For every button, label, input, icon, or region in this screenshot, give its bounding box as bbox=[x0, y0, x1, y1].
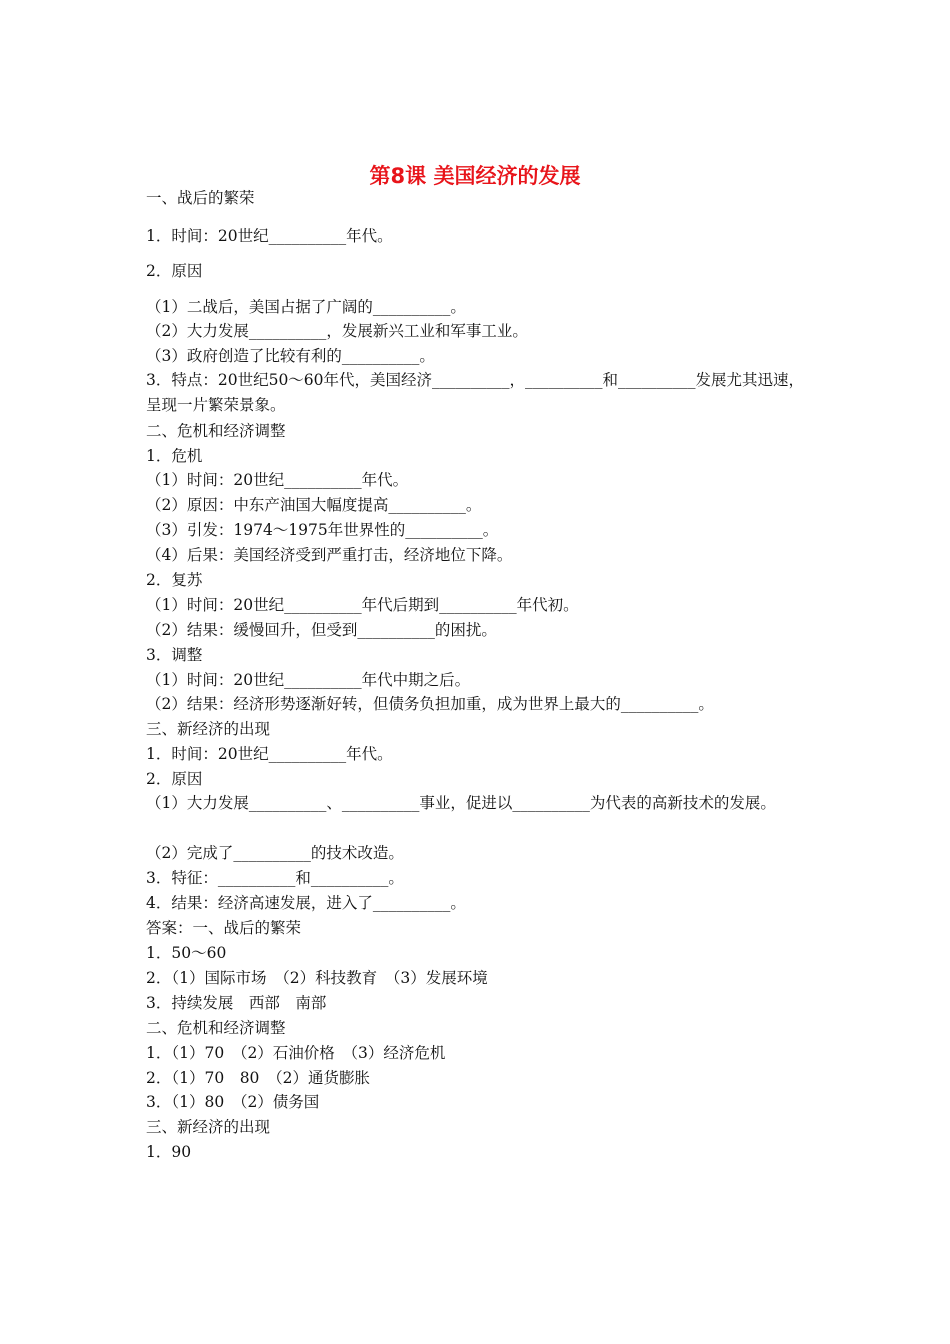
text-line: （3）政府创造了比较有利的__________。 bbox=[146, 347, 435, 365]
text-line: 4．结果：经济高速发展，进入了__________。 bbox=[146, 894, 466, 912]
answer-line: 1．90 bbox=[146, 1143, 192, 1161]
text-line: （1）大力发展__________、__________事业，促进以__________为代表的高新技术的发展。 bbox=[146, 794, 776, 812]
answer-line: 1．50～60 bbox=[146, 944, 227, 962]
text-line: 3．特征：__________和__________。 bbox=[146, 869, 404, 887]
answer-line: 2．（1）70 80 （2）通货膨胀 bbox=[146, 1069, 371, 1087]
answer-heading: 答案：一、战后的繁荣 bbox=[146, 919, 302, 937]
section-heading: 三、新经济的出现 bbox=[146, 720, 271, 738]
text-line: 2．原因 bbox=[146, 262, 203, 280]
text-line: （1）二战后，美国占据了广阔的__________。 bbox=[146, 298, 466, 316]
text-line: （2）大力发展__________，发展新兴工业和军事工业。 bbox=[146, 322, 528, 340]
answer-heading: 三、新经济的出现 bbox=[146, 1118, 271, 1136]
text-line: 2．原因 bbox=[146, 770, 203, 788]
text-line: 2．复苏 bbox=[146, 571, 203, 589]
text-line: （3）引发：1974～1975年世界性的__________。 bbox=[146, 521, 499, 539]
text-line: 1．时间：20世纪__________年代。 bbox=[146, 227, 393, 245]
text-line: （1）时间：20世纪__________年代后期到__________年代初。 bbox=[146, 596, 579, 614]
answer-line: 3．（1）80 （2）债务国 bbox=[146, 1093, 320, 1111]
lesson-title: 第8课 美国经济的发展 bbox=[369, 164, 581, 188]
text-line: （2）原因：中东产油国大幅度提高__________。 bbox=[146, 496, 482, 514]
text-line: 3．特点：20世纪50～60年代，美国经济__________，__________和__________发展尤其迅速，呈现一片繁荣景象。 bbox=[146, 371, 805, 414]
text-line: 3．调整 bbox=[146, 646, 203, 664]
text-line: （4）后果：美国经济受到严重打击，经济地位下降。 bbox=[146, 546, 513, 564]
text-line: （2）结果：缓慢回升，但受到__________的困扰。 bbox=[146, 621, 497, 639]
answer-line: 2．（1）国际市场 （2）科技教育 （3）发展环境 bbox=[146, 969, 488, 987]
answer-line: 1．（1）70 （2）石油价格 （3）经济危机 bbox=[146, 1044, 446, 1062]
text-line: （1）时间：20世纪__________年代中期之后。 bbox=[146, 671, 471, 689]
text-line: 1．时间：20世纪__________年代。 bbox=[146, 745, 393, 763]
answer-line: 3．持续发展 西部 南部 bbox=[146, 994, 327, 1012]
answer-heading: 二、危机和经济调整 bbox=[146, 1019, 286, 1037]
text-line: （2）完成了__________的技术改造。 bbox=[146, 844, 404, 862]
text-line: （2）结果：经济形势逐渐好转，但债务负担加重，成为世界上最大的__________。 bbox=[146, 695, 714, 713]
text-line: 1．危机 bbox=[146, 447, 203, 465]
text-line: （1）时间：20世纪__________年代。 bbox=[146, 471, 409, 489]
section-heading: 一、战后的繁荣 bbox=[146, 189, 255, 207]
section-heading: 二、危机和经济调整 bbox=[146, 422, 286, 440]
